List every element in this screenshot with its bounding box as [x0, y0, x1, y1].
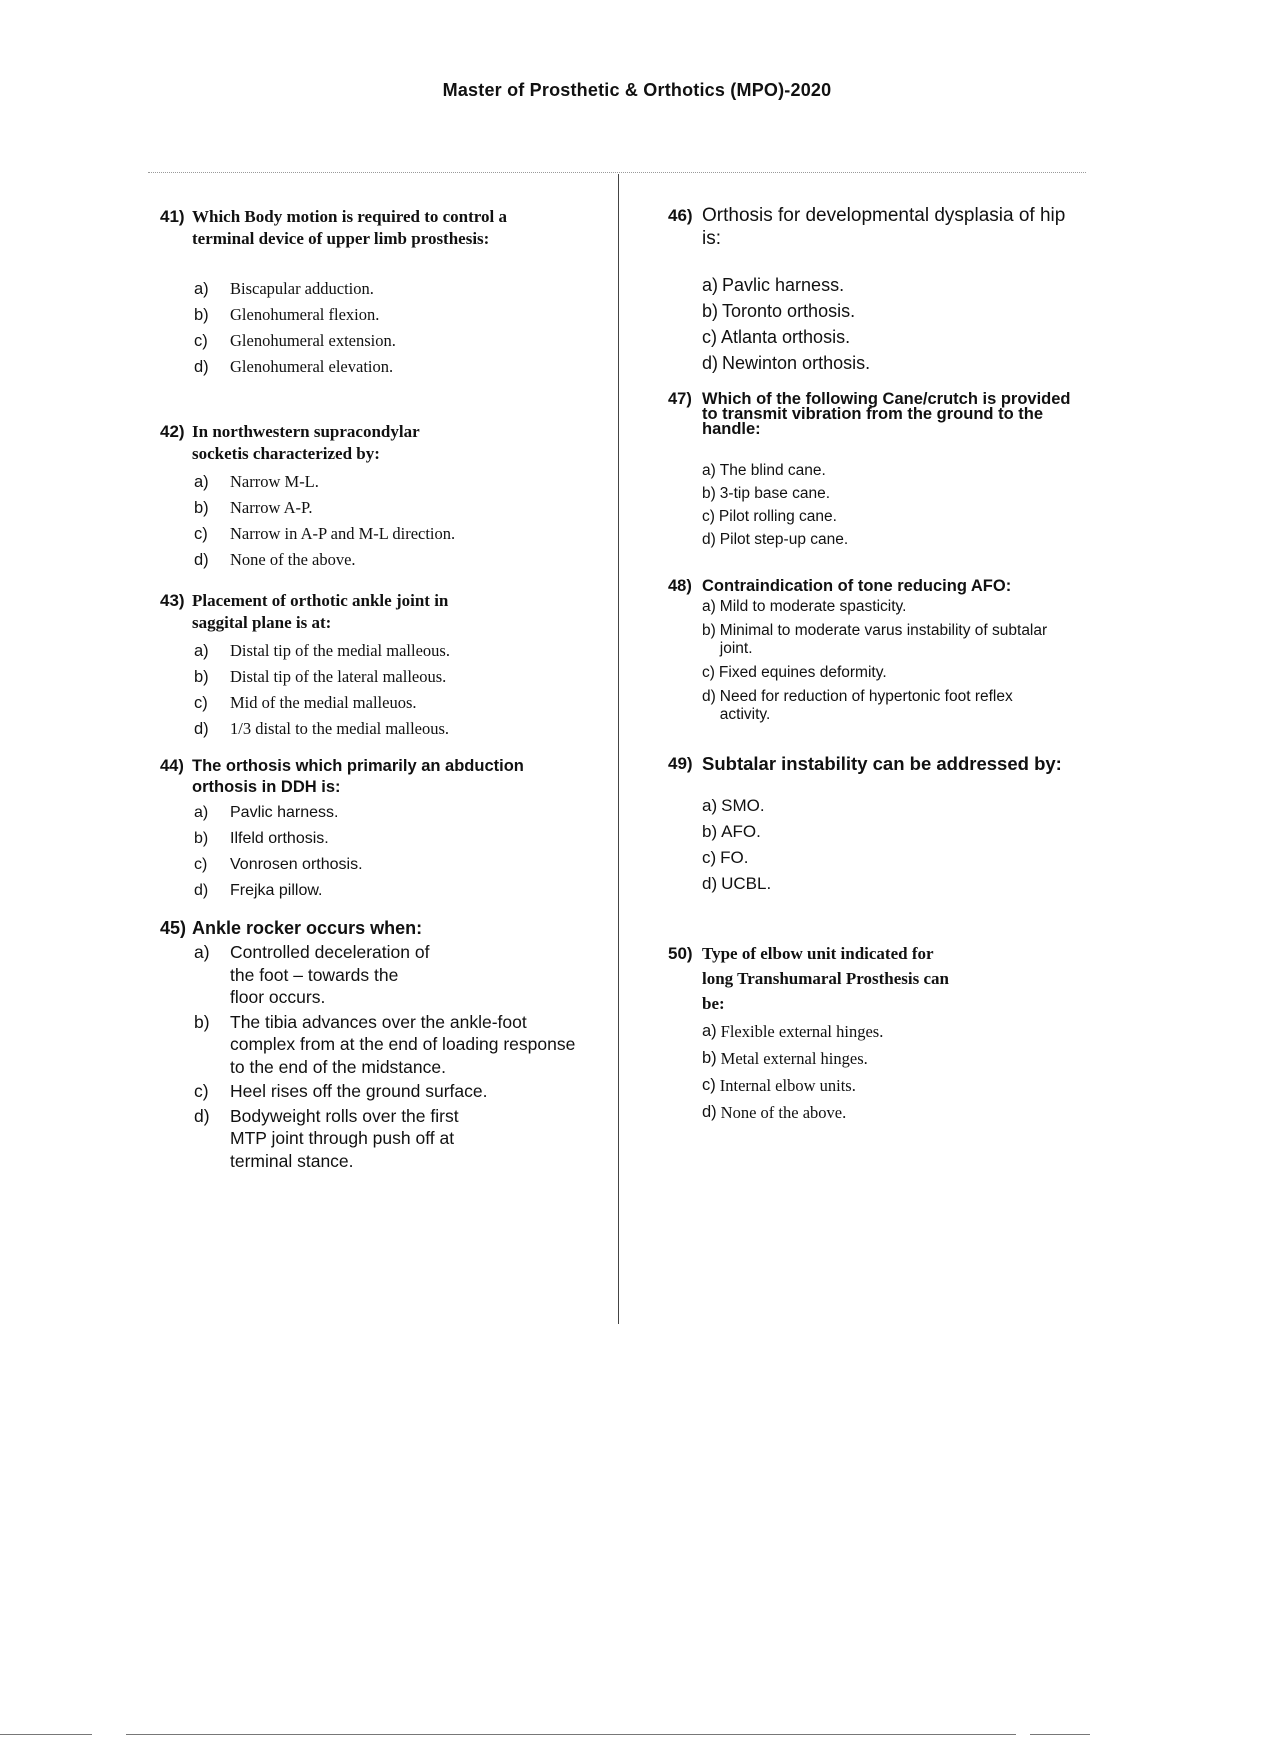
question-48-header — [668, 576, 1088, 597]
question-42 — [160, 421, 580, 573]
option-text: Frejka pillow. — [230, 882, 323, 899]
option-letter: c) — [702, 664, 715, 681]
question-46-header — [668, 204, 1088, 250]
option-c — [160, 690, 580, 716]
option-letter: c) — [702, 1076, 716, 1094]
option-letter: b) — [702, 301, 719, 321]
question-number: 50) — [668, 944, 693, 963]
option-text: Toronto orthosis. — [722, 301, 856, 321]
option-text: Glenohumeral extension. — [230, 331, 396, 350]
option-b — [668, 1045, 1088, 1072]
option-letter: a) — [194, 804, 209, 821]
option-text: Narrow M-L. — [230, 472, 319, 491]
option-text: Minimal to moderate varus instability of subtalar joint. — [719, 622, 1048, 657]
option-letter: d) — [702, 874, 718, 893]
page-title: Master of Prosthetic & Orthotics (MPO)-2020 — [442, 80, 832, 100]
question-number: 49) — [668, 754, 693, 773]
question-42-header — [160, 421, 580, 465]
option-text: Need for reduction of hypertonic foot reflex activity. — [719, 688, 1013, 723]
option-letter: a) — [702, 796, 718, 815]
option-letter: c) — [702, 848, 717, 867]
option-text: The blind cane. — [719, 462, 826, 479]
question-43 — [160, 590, 580, 742]
question-49 — [668, 752, 1088, 897]
option-d — [160, 716, 580, 742]
question-46 — [668, 204, 1088, 376]
option-letter: b) — [194, 306, 209, 324]
option-d — [160, 878, 580, 904]
option-letter: d) — [194, 1105, 210, 1126]
option-letter: c) — [194, 332, 208, 350]
option-a — [160, 638, 580, 664]
option-c — [160, 852, 580, 878]
option-letter: b) — [194, 668, 209, 686]
option-text: 3-tip base cane. — [719, 485, 831, 502]
question-47-header — [668, 392, 1088, 437]
options-list — [668, 598, 1088, 724]
option-a — [160, 941, 580, 1009]
option-d — [160, 547, 580, 573]
options-list — [160, 800, 580, 904]
option-text: Flexible external hinges. — [720, 1022, 884, 1041]
question-48 — [668, 576, 1088, 724]
question-number: 41) — [160, 207, 185, 226]
option-letter: d) — [194, 551, 209, 569]
options-list — [160, 638, 580, 742]
options-list — [160, 276, 580, 380]
option-text: Biscapular adduction. — [230, 279, 374, 298]
question-text: Orthosis for developmental dysplasia of hip is: — [702, 205, 1066, 249]
options-list — [160, 941, 580, 1172]
question-text: The orthosis which primarily an abduction orthosis in DDH is: — [192, 757, 524, 796]
option-text: Mild to moderate spasticity. — [719, 598, 907, 615]
question-number: 47) — [668, 390, 692, 408]
column-divider — [618, 174, 619, 1324]
option-b — [160, 826, 580, 852]
option-letter: b) — [194, 1011, 210, 1032]
question-text: Which of the following Cane/crutch is provided to transmit vibration from the ground to the handle: — [702, 390, 1071, 438]
option-a — [668, 459, 1088, 482]
question-text: Placement of orthotic ankle joint in saggital plane is at: — [192, 591, 449, 632]
option-letter: b) — [194, 830, 209, 847]
question-text: Type of elbow unit indicated for long Transhumaral Prosthesis can be: — [702, 944, 950, 1013]
option-text: None of the above. — [720, 1103, 847, 1122]
option-text: Pavlic harness. — [230, 804, 339, 821]
question-number: 46) — [668, 206, 693, 225]
option-b — [668, 298, 1088, 324]
options-list — [668, 1018, 1088, 1126]
option-b — [160, 664, 580, 690]
option-letter: a) — [702, 275, 719, 295]
option-letter: d) — [194, 720, 209, 738]
option-text: Glenohumeral elevation. — [230, 357, 394, 376]
question-44-header — [160, 756, 580, 798]
question-number: 43) — [160, 591, 185, 610]
option-letter: a) — [194, 280, 209, 298]
question-number: 45) — [160, 918, 187, 938]
question-41-header — [160, 206, 580, 250]
option-text: Pavlic harness. — [722, 275, 845, 295]
question-43-header — [160, 590, 580, 634]
question-number: 44) — [160, 757, 184, 775]
option-d — [160, 354, 580, 380]
bottom-rule-right — [1030, 1734, 1090, 1735]
option-letter: c) — [194, 525, 208, 543]
options-list — [668, 793, 1088, 897]
option-b — [160, 1011, 580, 1079]
option-b — [160, 302, 580, 328]
option-text: AFO. — [721, 822, 761, 841]
option-text: Fixed equines deformity. — [718, 664, 887, 681]
option-text: Controlled deceleration of the foot – towards the floor occurs. — [230, 942, 430, 1007]
option-d — [160, 1105, 580, 1173]
option-c — [160, 328, 580, 354]
option-d — [668, 528, 1088, 551]
option-letter: d) — [702, 531, 716, 548]
bottom-rule-main — [126, 1734, 1016, 1735]
option-letter: c) — [194, 694, 208, 712]
option-text: Glenohumeral flexion. — [230, 305, 380, 324]
option-text: None of the above. — [230, 550, 356, 569]
question-41 — [160, 206, 580, 380]
option-text: Internal elbow units. — [719, 1076, 856, 1095]
question-text: In northwestern supracondylar socketis characterized by: — [192, 422, 420, 463]
option-text: Narrow in A-P and M-L direction. — [230, 524, 456, 543]
option-letter: a) — [702, 1022, 717, 1040]
option-text: Ilfeld orthosis. — [230, 830, 329, 847]
option-b — [668, 622, 1088, 658]
option-b — [668, 819, 1088, 845]
option-text: Vonrosen orthosis. — [230, 856, 363, 873]
option-c — [160, 521, 580, 547]
option-a — [160, 276, 580, 302]
top-divider — [148, 172, 1086, 173]
option-a — [668, 598, 1088, 616]
question-49-header — [668, 752, 1088, 775]
option-letter: c) — [194, 1081, 209, 1101]
option-c — [668, 505, 1088, 528]
option-letter: a) — [702, 598, 716, 615]
option-b — [160, 495, 580, 521]
option-letter: d) — [702, 1103, 717, 1121]
option-letter: a) — [194, 942, 210, 962]
option-text: Pilot rolling cane. — [718, 508, 837, 525]
option-b — [668, 482, 1088, 505]
option-a — [668, 793, 1088, 819]
option-text: Narrow A-P. — [230, 498, 313, 517]
option-c — [668, 324, 1088, 350]
question-45 — [160, 918, 580, 1172]
option-letter: d) — [194, 882, 209, 899]
option-letter: a) — [194, 642, 209, 660]
option-letter: a) — [702, 462, 716, 479]
option-d — [668, 871, 1088, 897]
option-letter: b) — [702, 822, 718, 841]
option-c — [668, 845, 1088, 871]
question-text: Subtalar instability can be addressed by: — [702, 753, 1062, 774]
question-text: Ankle rocker occurs when: — [192, 918, 423, 938]
option-text: 1/3 distal to the medial malleous. — [230, 719, 450, 738]
question-47 — [668, 392, 1088, 551]
question-text: Which Body motion is required to control a terminal device of upper limb prosthesis: — [192, 207, 507, 248]
option-text: Bodyweight rolls over the first MTP joint through push off at terminal stance. — [230, 1105, 459, 1171]
option-text: Heel rises off the ground surface. — [230, 1081, 488, 1101]
option-c — [160, 1080, 580, 1103]
option-letter: b) — [702, 622, 716, 639]
option-a — [160, 469, 580, 495]
option-a — [668, 1018, 1088, 1045]
option-text: SMO. — [721, 796, 765, 815]
option-text: Distal tip of the lateral malleous. — [230, 667, 447, 686]
question-number: 48) — [668, 577, 692, 595]
option-d — [668, 1099, 1088, 1126]
options-list — [668, 459, 1088, 551]
option-text: Pilot step-up cane. — [719, 531, 849, 548]
question-45-header — [160, 918, 580, 939]
option-text: Newinton orthosis. — [722, 353, 871, 373]
option-text: Mid of the medial malleuos. — [230, 693, 417, 712]
option-a — [160, 800, 580, 826]
option-letter: c) — [194, 856, 208, 873]
option-letter: d) — [702, 688, 716, 705]
option-letter: c) — [702, 508, 715, 525]
option-text: Metal external hinges. — [720, 1049, 868, 1068]
question-50-header — [668, 941, 1088, 1016]
bottom-rule-left — [0, 1734, 92, 1735]
option-letter: a) — [194, 473, 209, 491]
option-text: The tibia advances over the ankle-foot complex from at the end of loading response to the end of the midstance. — [230, 1011, 576, 1077]
option-a — [668, 272, 1088, 298]
option-c — [668, 1072, 1088, 1099]
option-c — [668, 664, 1088, 682]
question-number: 42) — [160, 422, 185, 441]
question-50 — [668, 941, 1088, 1126]
option-letter: d) — [702, 353, 719, 373]
question-text: Contraindication of tone reducing AFO: — [702, 577, 1012, 595]
question-44 — [160, 756, 580, 904]
option-letter: c) — [702, 327, 717, 347]
option-text: Atlanta orthosis. — [721, 327, 851, 347]
option-letter: b) — [702, 485, 716, 502]
option-letter: b) — [194, 499, 209, 517]
option-letter: d) — [194, 358, 209, 376]
option-d — [668, 350, 1088, 376]
options-list — [668, 272, 1088, 376]
option-text: Distal tip of the medial malleous. — [230, 641, 450, 660]
option-d — [668, 688, 1088, 724]
options-list — [160, 469, 580, 573]
option-letter: b) — [702, 1049, 717, 1067]
option-text: FO. — [720, 848, 749, 867]
option-text: UCBL. — [721, 874, 772, 893]
